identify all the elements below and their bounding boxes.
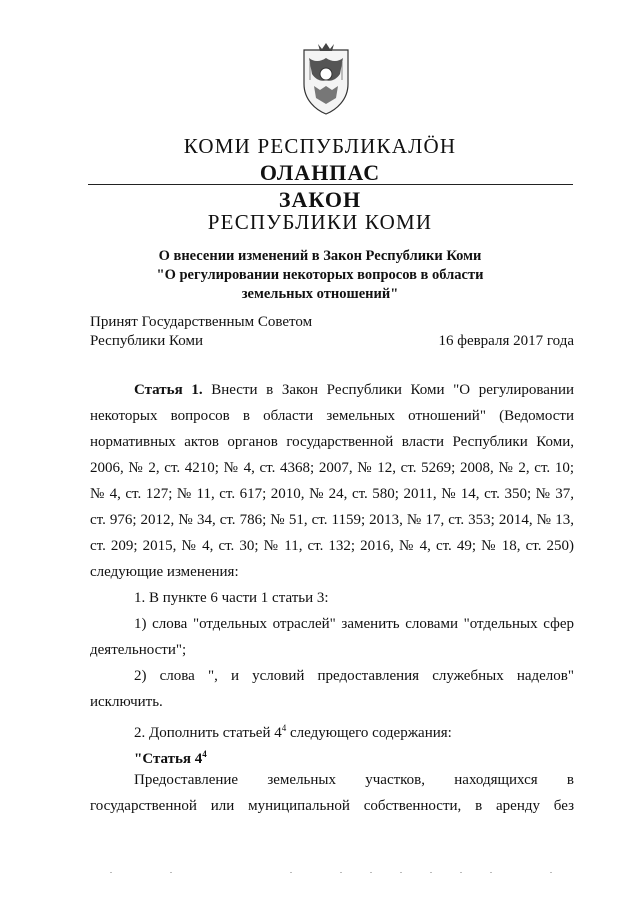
body-line: нормативных актов органов государственной власти Республики Коми, [90,434,574,450]
law-title [0,247,640,304]
law-title-line-2: "О регулировании некоторых вопросов в области [156,267,484,283]
adoption-line-2: Республики Коми [90,333,203,349]
adoption-statement [90,313,312,351]
law-title-line-3: земельных отношений" [241,286,399,302]
body-line: ст. 209; 2015, № 4, ст. 30; № 11, ст. 132; 2016, № 4, ст. 49; № 18, ст. 250) [90,538,574,554]
coat-of-arms-emblem [296,40,356,116]
body-line: некоторых вопросов в области земельных отношений" (Ведомости [90,408,574,424]
body-line: 2) слова ", и условий предоставления служебных наделов" [134,668,574,684]
body-line: № 4, ст. 127; № 11, ст. 617; 2010, № 24, ст. 580; 2011, № 14, ст. 350; № 37, [90,486,574,502]
body-line [90,741,574,767]
body-line: 2. Дополнить статьей $4^4$ следующего содержания: [134,723,452,741]
body-line: 2006, № 2, ст. 4210; № 4, ст. 4368; 2007, № 12, ст. 5269; 2008, № 2, ст. 10; [90,460,574,476]
header-olanpas: ОЛАНПАС [259,160,381,185]
body-line: исключить. [90,694,163,710]
article-label: Статья 1. [134,382,203,398]
adoption-line-1: Принят Государственным Советом [90,314,313,330]
scan-artifact-dots [110,872,580,874]
body-line: ст. 976; 2012, № 34, ст. 786; № 51, ст. 1159; 2013, № 17, ст. 353; 2014, № 13, [90,512,574,528]
header-komi-line: КОМИ РЕСПУБЛИКАЛÖН [183,134,457,158]
law-title-line-1: О внесении изменений в Закон Республики Коми [158,248,482,264]
header-zakon: ЗАКОН [278,187,362,212]
body-line: следующие изменения: [90,564,239,580]
adoption-date: 16 февраля 2017 года [438,333,574,349]
header-republic-line: РЕСПУБЛИКИ КОМИ [207,210,433,234]
body-line: 1. В пункте 6 части 1 статьи 3: [134,590,329,606]
body-line: деятельности"; [90,642,187,658]
law-body [90,377,574,819]
body-line: Предоставление земельных участков, находящихся в [134,772,574,788]
article-4-4-heading: "Статья $4^4$ [134,749,207,767]
body-line: Статья 1. Внести в Закон Республики Коми "О регулировании [134,382,575,398]
body-line: 1) слова "отдельных отраслей" заменить словами "отдельных сфер [134,616,574,632]
header-divider [88,184,573,185]
body-line: государственной или муниципальной собственности, в аренду без [90,798,574,814]
